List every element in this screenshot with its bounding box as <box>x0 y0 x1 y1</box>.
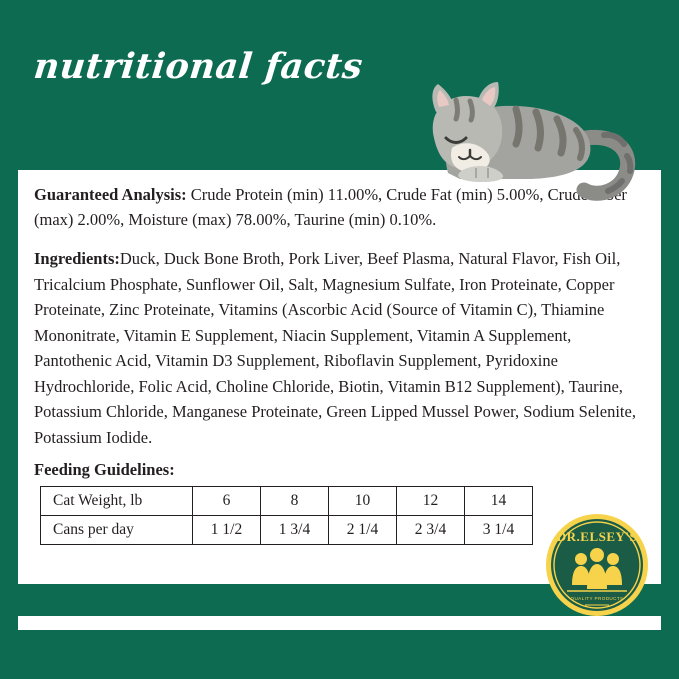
cell-cans-2: 1 3/4 <box>261 516 329 545</box>
row-header: Cat Weight, lb <box>41 487 193 516</box>
sleeping-cat-illustration <box>408 78 648 208</box>
cell-weight-4: 12 <box>397 487 465 516</box>
guaranteed-analysis-text: Crude Protein (min) 11.00%, Crude Fat (min) 5.00%, Crude Fiber (max) 2.00%, Moisture (max) 78.00%, Taurine (min) 0.10%. <box>34 185 627 229</box>
page-title: nutritional facts <box>31 46 365 87</box>
cell-weight-1: 6 <box>193 487 261 516</box>
nutrition-content <box>34 182 649 545</box>
cell-cans-5: 3 1/4 <box>465 516 533 545</box>
cell-weight-5: 14 <box>465 487 533 516</box>
right-border <box>661 0 679 679</box>
footer-divider <box>18 616 661 630</box>
feeding-guidelines-table <box>40 486 533 545</box>
logo-tagline-text: QUALITY PRODUCTS <box>570 596 624 601</box>
table-row <box>41 487 533 516</box>
cell-weight-3: 10 <box>329 487 397 516</box>
feeding-guidelines-title: Feeding Guidelines: <box>34 460 175 479</box>
brand-logo <box>545 513 649 617</box>
ingredients-block <box>34 246 649 450</box>
cell-weight-2: 8 <box>261 487 329 516</box>
table-row <box>41 516 533 545</box>
row-header: Cans per day <box>41 516 193 545</box>
ingredients-text: Duck, Duck Bone Broth, Pork Liver, Beef Plasma, Natural Flavor, Fish Oil, Tricalcium Phosphate, Sunflower Oil, Salt, Magnesium Sulfate, Iron Proteinate, Copper Proteinate, Zinc Proteinate, Vitamins (Ascorbic Acid (Source of Vitamin C), Thiamine Mononitrate, Vitamin E Supplement, Niacin Supplement, Vitamin A Supplement, Pantothenic Acid, Vitamin D3 Supplement, Riboflavin Supplement, Pyridoxine Hydrochloride, Folic Acid, Choline Chloride, Biotin, Vitamin B12 Supplement), Taurine, Potassium Chloride, Manganese Proteinate, Green Lipped Mussel Power, Sodium Selenite, Potassium Iodide. <box>34 249 636 447</box>
cell-cans-3: 2 1/4 <box>329 516 397 545</box>
logo-brand-text: DR.ELSEY'S <box>556 529 638 544</box>
cell-cans-1: 1 1/2 <box>193 516 261 545</box>
guaranteed-analysis-label: Guaranteed Analysis: <box>34 185 187 204</box>
ingredients-label: Ingredients: <box>34 249 120 268</box>
left-border <box>0 0 18 679</box>
cell-cans-4: 2 3/4 <box>397 516 465 545</box>
